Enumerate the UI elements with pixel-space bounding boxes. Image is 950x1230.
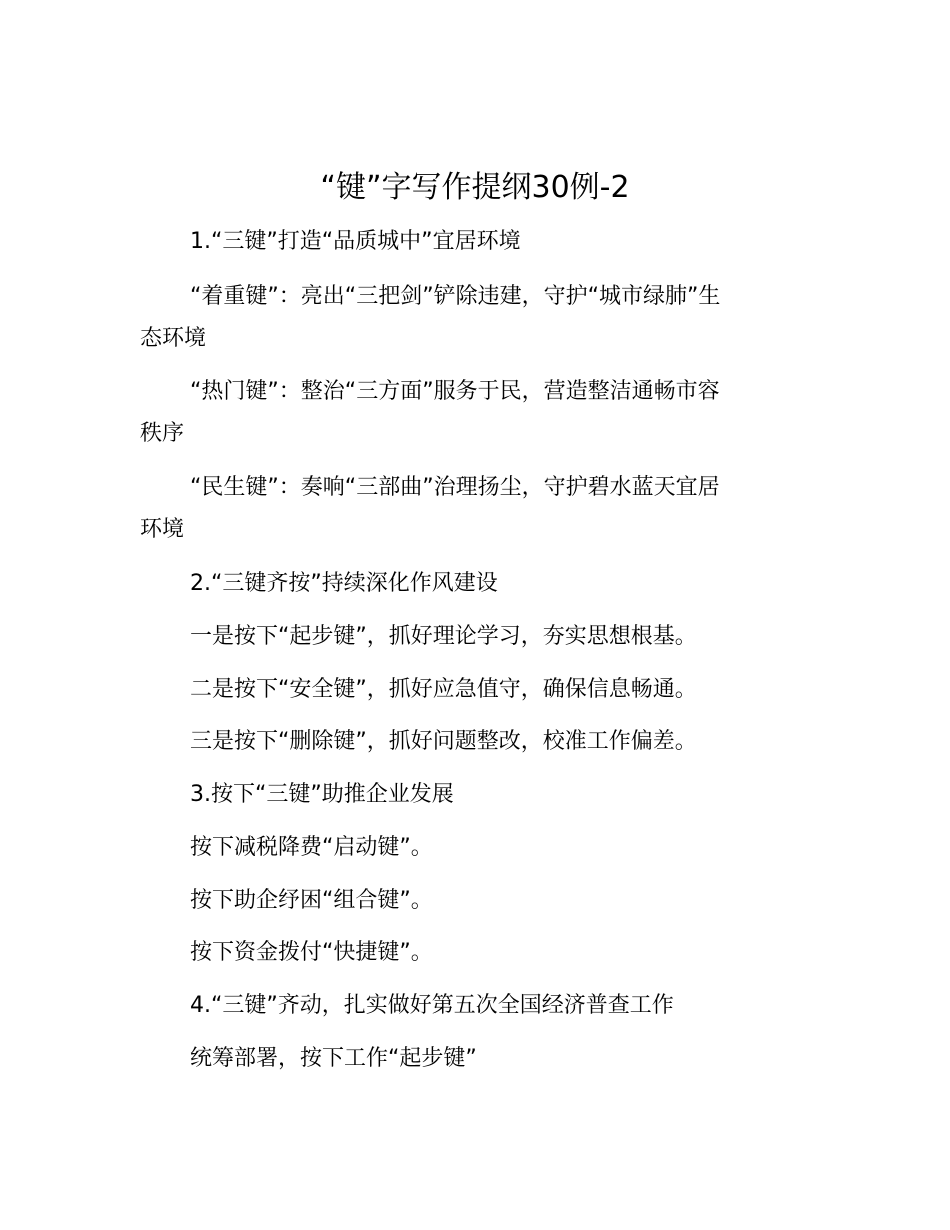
paragraph: 三是按下“删除键”，抓好问题整改，校准工作偏差。 (190, 729, 697, 754)
paragraph: 一是按下“起步键”，抓好理论学习，夯实思想根基。 (190, 624, 697, 649)
paragraph-line: “热门键”：整治“三方面”服务于民，营造整洁通畅市容 (190, 379, 720, 404)
paragraph: 按下资金拨付“快捷键”。 (190, 940, 433, 965)
paragraph-line: “民生键”：奏响“三部曲”治理扬尘，守护碧水蓝天宜居 (190, 475, 720, 500)
section-heading-1: 1.“三键”打造“品质城中”宜居环境 (190, 229, 521, 254)
paragraph-line: “着重键”：亮出“三把剑”铲除违建，守护“城市绿肺”生 (190, 284, 721, 309)
paragraph (140, 371, 810, 455)
section-heading-3: 3.按下“三键”助推企业发展 (190, 782, 454, 807)
document-title: “键”字写作提纲30例-2 (320, 170, 630, 205)
paragraph: 按下助企纾困“组合键”。 (190, 888, 433, 913)
paragraph (140, 276, 810, 360)
paragraph-line: 态环境 (140, 326, 207, 351)
paragraph-line: 秩序 (140, 421, 185, 446)
section-heading-4: 4.“三键”齐动，扎实做好第五次全国经济普查工作 (190, 993, 674, 1018)
paragraph: 按下减税降费“启动键”。 (190, 835, 433, 860)
paragraph-line: 环境 (140, 517, 185, 542)
section-heading-2: 2.“三键齐按”持续深化作风建设 (190, 571, 498, 596)
paragraph: 统筹部署，按下工作“起步键” (190, 1046, 477, 1071)
paragraph (140, 467, 810, 551)
paragraph: 二是按下“安全键”，抓好应急值守，确保信息畅通。 (190, 677, 697, 702)
